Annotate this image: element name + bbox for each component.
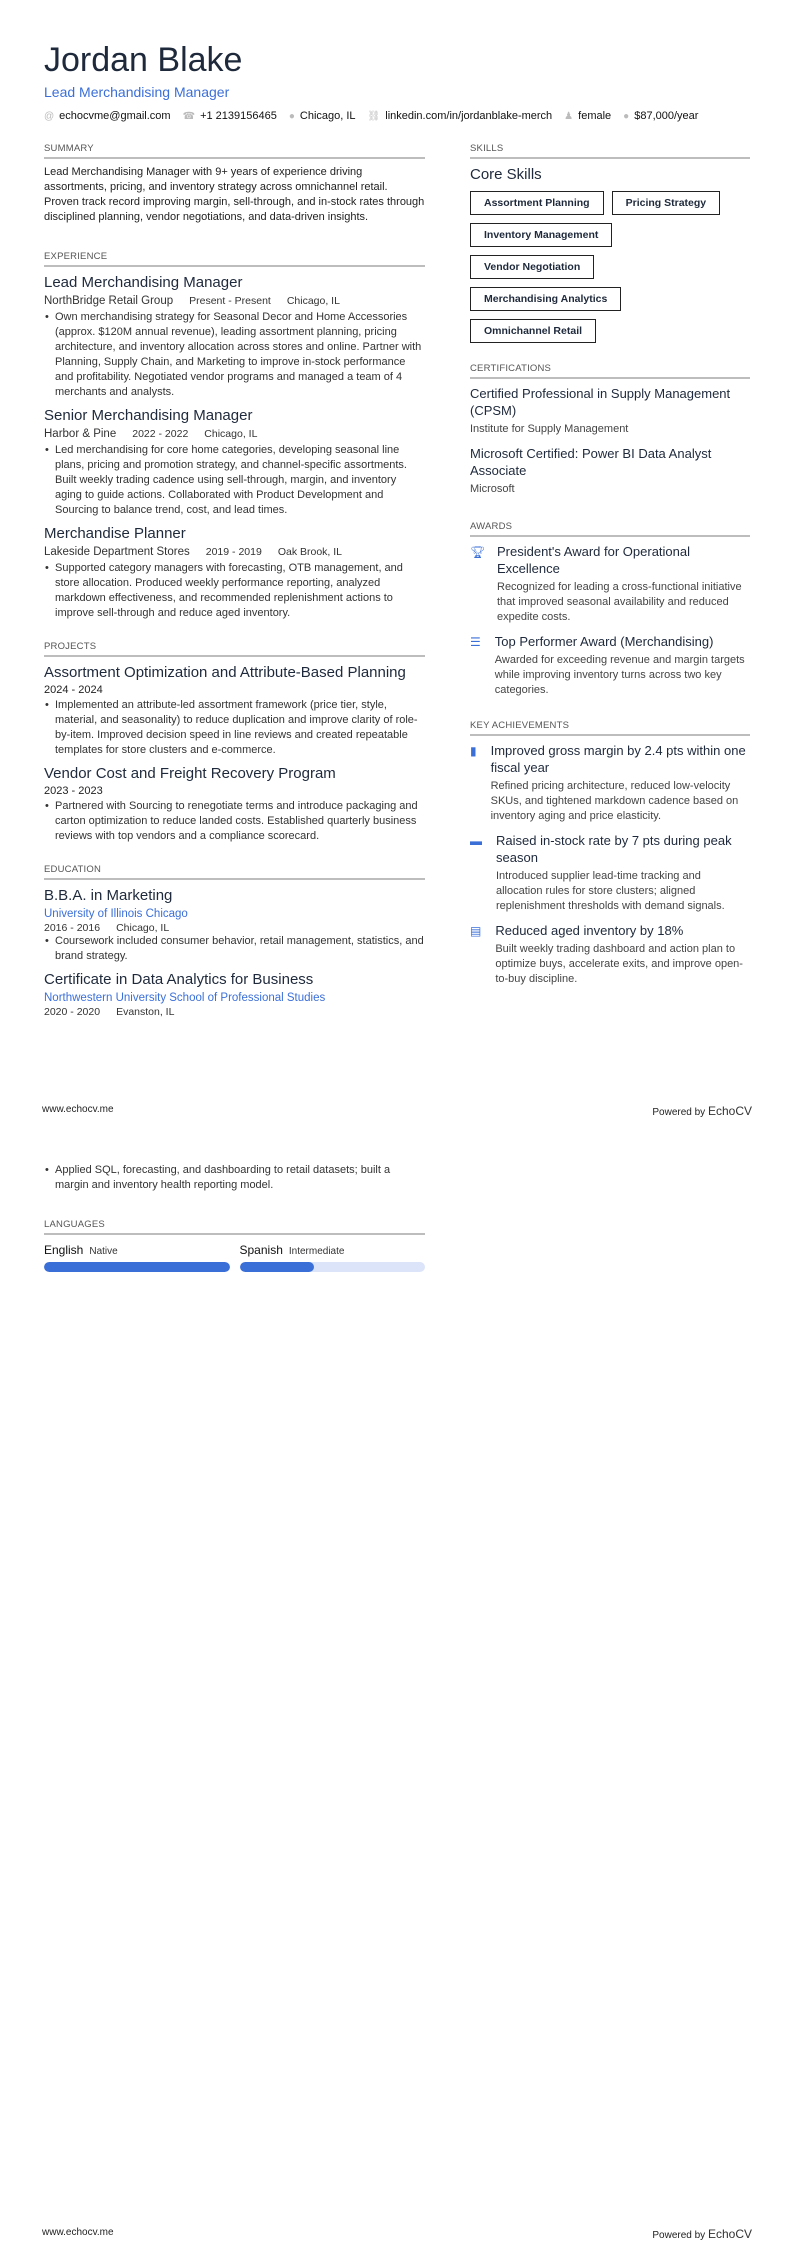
achievement-item bbox=[470, 922, 750, 987]
right-column bbox=[470, 143, 750, 1013]
bullet: • Implemented an attribute-led assortment framework (price tier, style, material, and seasonality) to reduce duplication and improve clarity of role-by-item. Improved decision speed in line reviews and created repeatable templates for store clusters and e-commerce. bbox=[44, 698, 425, 758]
powered-by bbox=[652, 2227, 752, 2241]
location-text: Chicago, IL bbox=[299, 110, 356, 122]
award-item bbox=[470, 543, 750, 625]
candidate-title: Lead Merchandising Manager bbox=[44, 84, 230, 100]
archive-icon: ▬ bbox=[470, 834, 482, 848]
contact-linkedin[interactable] bbox=[368, 110, 553, 122]
bullet: • Supported category managers with forecasting, OTB management, and store allocation. Produced weekly performance reporting, analyzed markdown effectiveness, and recommended replenishment actions to improve sell-through and reduce aged inventory. bbox=[44, 561, 425, 621]
achievement-title: Improved gross margin by 2.4 pts within one fiscal year bbox=[490, 743, 746, 775]
education-item bbox=[44, 886, 425, 964]
powered-label: Powered by bbox=[652, 2230, 706, 2241]
projects-section bbox=[44, 641, 425, 844]
achievement-title: Raised in-stock rate by 7 pts during peak season bbox=[496, 833, 732, 865]
language-name: Spanish bbox=[239, 1243, 283, 1257]
language-bar bbox=[240, 1262, 426, 1272]
brand-name: EchoCV bbox=[707, 2227, 752, 2241]
certification-item bbox=[470, 445, 750, 497]
skill-chip: Omnichannel Retail bbox=[470, 319, 596, 343]
contact-location bbox=[289, 110, 356, 122]
education-section bbox=[44, 864, 425, 1018]
language-level: Native bbox=[89, 1246, 118, 1257]
bullet: • Coursework included consumer behavior, retail management, statistics, and brand strategy. bbox=[44, 934, 425, 964]
job-meta bbox=[44, 546, 425, 558]
bullet: • Partnered with Sourcing to renegotiate terms and introduce packaging and carton optimization to reduce landed costs. Established quarterly business reviews with top vendors and a compliance scorecard. bbox=[44, 799, 425, 844]
skills-section bbox=[470, 143, 750, 343]
dates: 2022 - 2022 bbox=[132, 428, 189, 440]
achievement-desc: Introduced supplier lead-time tracking and allocation rules for store clusters; aligned replenishment thresholds with demand signals. bbox=[496, 870, 725, 912]
page-footer bbox=[42, 1104, 752, 1118]
bullet: • Led merchandising for core home categories, developing seasonal line plans, pricing and promotion strategy, and channel-specific assortments. Built weekly trading cadence using sell-through, margin, and inventory aging to guide actions. Collaborated with Product Development and Sourcing to balance trend, cost, and lead times. bbox=[44, 443, 425, 518]
contact-row bbox=[44, 110, 754, 122]
cert-issuer: Microsoft bbox=[470, 483, 515, 495]
section-heading: SKILLS bbox=[470, 143, 750, 159]
certifications-section bbox=[470, 363, 750, 497]
email-text: echocvme@gmail.com bbox=[59, 110, 171, 122]
skill-chip: Vendor Negotiation bbox=[470, 255, 594, 279]
document-icon: ▮ bbox=[470, 744, 477, 758]
school: University of Illinois Chicago bbox=[44, 908, 188, 920]
job-title: Senior Merchandising Manager bbox=[44, 407, 253, 424]
company: Lakeside Department Stores bbox=[44, 546, 190, 558]
award-title: Top Performer Award (Merchandising) bbox=[494, 634, 714, 649]
achievement-title: Reduced aged inventory by 18% bbox=[495, 923, 684, 938]
languages-section bbox=[44, 1219, 425, 1272]
skills-group-title: Core Skills bbox=[470, 166, 542, 183]
clipboard-icon: ▤ bbox=[470, 924, 482, 938]
section-heading: EXPERIENCE bbox=[44, 251, 425, 267]
footer-site-link[interactable]: www.echocv.me bbox=[42, 2227, 114, 2238]
degree: Certificate in Data Analytics for Business bbox=[44, 971, 314, 988]
company: Harbor & Pine bbox=[44, 428, 117, 440]
location: Chicago, IL bbox=[204, 428, 258, 440]
brand-name: EchoCV bbox=[707, 1104, 752, 1118]
project-title: Vendor Cost and Freight Recovery Program bbox=[44, 765, 336, 782]
skill-chip: Inventory Management bbox=[470, 223, 612, 247]
certification-item bbox=[470, 385, 750, 437]
achievement-item bbox=[470, 832, 750, 914]
contact-email[interactable] bbox=[44, 110, 171, 122]
job-title: Merchandise Planner bbox=[44, 525, 186, 542]
achievement-desc: Built weekly trading dashboard and action plan to optimize buys, accelerate exits, and improve open-to-buy discipline. bbox=[495, 943, 743, 985]
location: Chicago, IL bbox=[116, 922, 170, 934]
education-item bbox=[44, 970, 425, 1018]
section-heading: LANGUAGES bbox=[44, 1219, 425, 1235]
school: Northwestern University School of Professional Studies bbox=[44, 992, 326, 1004]
dates: 2019 - 2019 bbox=[205, 546, 262, 558]
phone-text: +1 2139156465 bbox=[200, 110, 277, 122]
page-footer bbox=[42, 2227, 752, 2241]
edu-meta bbox=[44, 1006, 425, 1018]
cert-name: Microsoft Certified: Power BI Data Analyst Associate bbox=[470, 446, 712, 478]
company: NorthBridge Retail Group bbox=[44, 295, 174, 307]
resume-page-2 bbox=[0, 1123, 794, 2246]
cert-name: Certified Professional in Supply Management (CPSM) bbox=[470, 386, 731, 418]
language-name: English bbox=[44, 1243, 84, 1257]
trophy-icon: 🏆︎ bbox=[470, 545, 486, 559]
location: Evanston, IL bbox=[116, 1006, 175, 1018]
experience-item bbox=[44, 524, 425, 621]
cert-issuer: Institute for Supply Management bbox=[470, 423, 629, 435]
location: Oak Brook, IL bbox=[277, 546, 343, 558]
salary-icon: ● bbox=[623, 110, 630, 122]
language-bar-fill bbox=[240, 1262, 314, 1272]
powered-by bbox=[652, 1104, 752, 1118]
resume-header bbox=[44, 40, 754, 122]
experience-item bbox=[44, 273, 425, 400]
summary-section bbox=[44, 143, 425, 225]
left-column bbox=[44, 143, 425, 1044]
contact-gender bbox=[564, 110, 611, 122]
job-meta bbox=[44, 428, 425, 440]
project-title: Assortment Optimization and Attribute-Based Planning bbox=[44, 664, 406, 681]
degree: B.B.A. in Marketing bbox=[44, 887, 173, 904]
job-title: Lead Merchandising Manager bbox=[44, 274, 243, 291]
project-item bbox=[44, 764, 425, 844]
dates: 2023 - 2023 bbox=[44, 785, 103, 797]
dates: Present - Present bbox=[189, 295, 271, 307]
section-heading: EDUCATION bbox=[44, 864, 425, 880]
job-meta bbox=[44, 295, 425, 307]
footer-site-link[interactable]: www.echocv.me bbox=[42, 1104, 114, 1115]
experience-item bbox=[44, 406, 425, 518]
dates: 2024 - 2024 bbox=[44, 684, 103, 696]
language-level: Intermediate bbox=[288, 1246, 345, 1257]
section-heading: PROJECTS bbox=[44, 641, 425, 657]
salary-text: $87,000/year bbox=[634, 110, 699, 122]
section-heading: KEY ACHIEVEMENTS bbox=[470, 720, 750, 736]
project-item bbox=[44, 663, 425, 758]
skill-chip: Assortment Planning bbox=[470, 191, 604, 215]
link-icon: ⛓ bbox=[367, 110, 381, 122]
award-item bbox=[470, 633, 750, 698]
person-icon: ♟ bbox=[564, 110, 574, 122]
contact-salary bbox=[623, 110, 698, 122]
summary-text: Lead Merchandising Manager with 9+ years of experience driving assortments, pricing, and inventory strategy across omnichannel retail. Proven track record improving margin, sell-through, and in-stock rates through disciplined planning, vendor negotiations, and data-driven insights. bbox=[44, 166, 425, 223]
contact-phone[interactable] bbox=[183, 110, 277, 122]
skill-chip: Pricing Strategy bbox=[612, 191, 721, 215]
achievement-desc: Refined pricing architecture, reduced low-velocity SKUs, and tightened markdown cadence based on inventory aging and price elasticity. bbox=[490, 780, 739, 822]
cake-icon: ☰ bbox=[470, 635, 481, 649]
section-heading: AWARDS bbox=[470, 521, 750, 537]
achievements-section bbox=[470, 720, 750, 987]
skill-chips bbox=[470, 191, 740, 343]
language-bar-fill bbox=[44, 1262, 230, 1272]
gender-text: female bbox=[578, 110, 612, 122]
language-bar bbox=[44, 1262, 230, 1272]
section-heading: SUMMARY bbox=[44, 143, 425, 159]
dates: 2020 - 2020 bbox=[44, 1006, 101, 1018]
award-desc: Awarded for exceeding revenue and margin targets while improving inventory turns across two key categories. bbox=[494, 654, 745, 696]
achievement-item bbox=[470, 742, 750, 824]
powered-label: Powered by bbox=[652, 1107, 706, 1118]
at-icon: @ bbox=[44, 110, 55, 122]
phone-icon: ☎ bbox=[182, 110, 196, 122]
awards-section bbox=[470, 521, 750, 698]
language-item bbox=[44, 1241, 230, 1272]
experience-section bbox=[44, 251, 425, 621]
section-heading: CERTIFICATIONS bbox=[470, 363, 750, 379]
location: Chicago, IL bbox=[286, 295, 340, 307]
award-desc: Recognized for leading a cross-functional initiative that improved seasonal availability and reduced expedite costs. bbox=[497, 581, 742, 623]
bullet: • Own merchandising strategy for Seasonal Decor and Home Accessories (approx. $120M annual revenue), leading assortment planning, pricing architecture, and inventory allocation across stores and online. Partner with Planning, Supply Chain, and Marketing to improve in-stock performance and profitability. Negotiated vendor programs and managed a team of 4 merchants and analysts. bbox=[44, 310, 425, 400]
edu-meta bbox=[44, 922, 425, 934]
skill-chip: Merchandising Analytics bbox=[470, 287, 621, 311]
left-column-continued bbox=[44, 1163, 425, 1272]
dates: 2016 - 2016 bbox=[44, 922, 101, 934]
candidate-name: Jordan Blake bbox=[44, 41, 243, 79]
bullet: • Applied SQL, forecasting, and dashboarding to retail datasets; built a margin and inventory health reporting model. bbox=[44, 1163, 425, 1193]
language-item bbox=[240, 1241, 426, 1272]
award-title: President's Award for Operational Excellence bbox=[497, 544, 691, 576]
location-icon: ● bbox=[288, 110, 295, 122]
linkedin-text: linkedin.com/in/jordanblake-merch bbox=[385, 110, 553, 122]
